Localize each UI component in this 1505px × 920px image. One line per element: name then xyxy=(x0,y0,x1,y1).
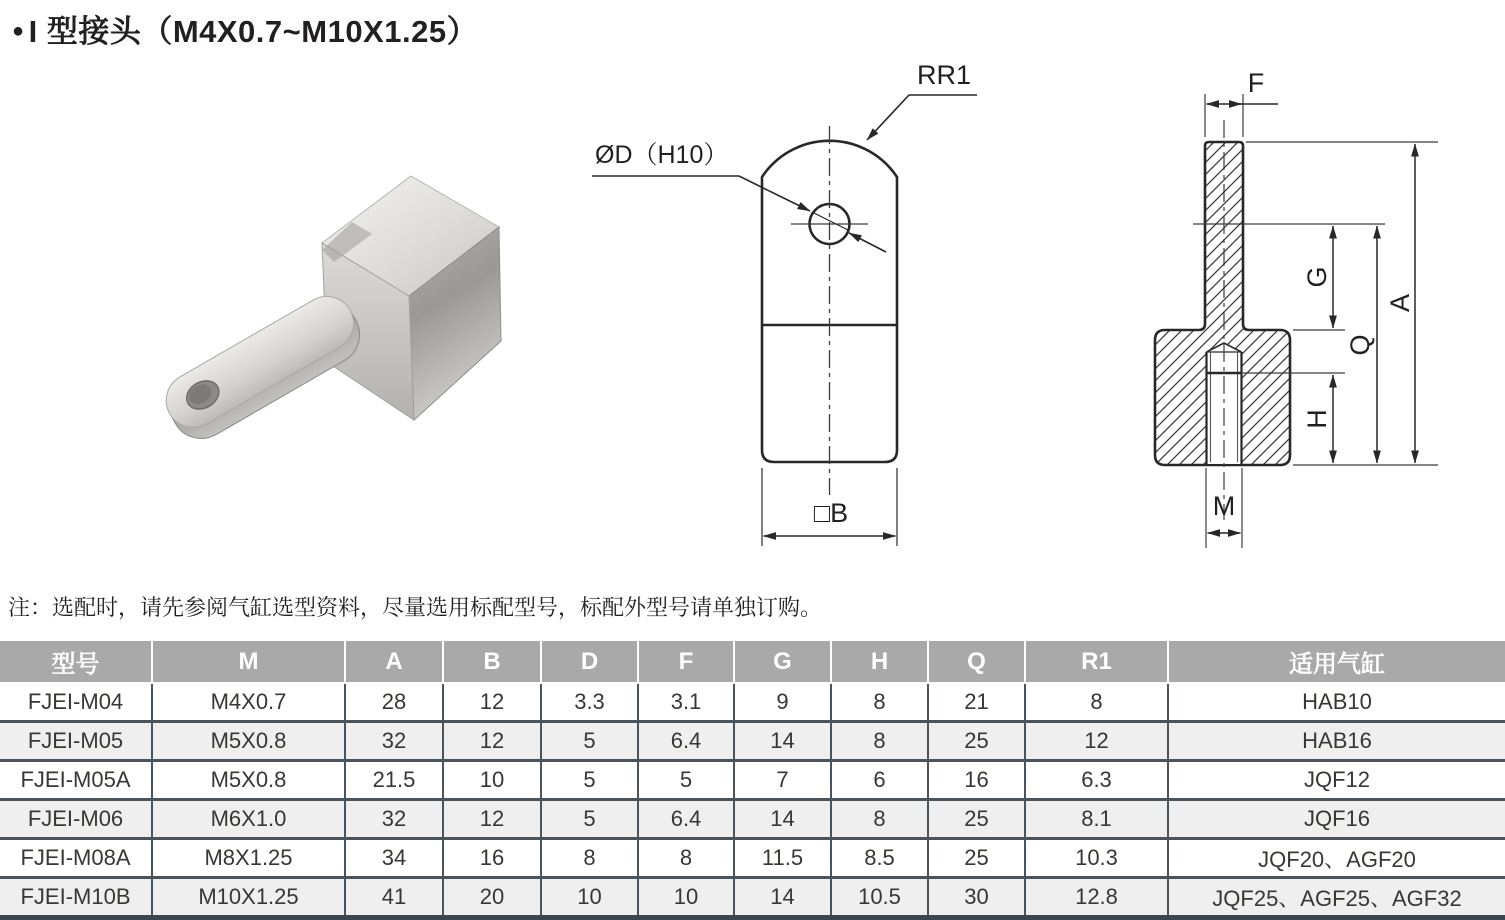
cell-g: 14 xyxy=(734,722,831,761)
cell-m: M5X0.8 xyxy=(152,761,345,800)
cell-r1: 10.3 xyxy=(1025,839,1168,878)
label-hole-diameter: ØD（H10） xyxy=(595,141,729,169)
product-photo xyxy=(140,128,520,488)
col-header-f: F xyxy=(638,641,734,683)
cell-model: FJEI-M06 xyxy=(27,806,124,831)
cell-m: M8X1.25 xyxy=(152,839,345,878)
table-row xyxy=(0,839,1505,878)
cell-a: 28 xyxy=(345,683,443,722)
cell-d: 10 xyxy=(541,878,638,918)
cell-d: 5 xyxy=(541,800,638,839)
radius-leader-line xyxy=(867,95,977,140)
col-header-m: M xyxy=(152,641,345,683)
cell-f: 8 xyxy=(638,839,734,878)
cell-r1: 12.8 xyxy=(1025,878,1168,918)
table-row xyxy=(0,800,1505,839)
selection-note: 注：选配时，请先参阅气缸选型资料，尽量选用标配型号，标配外型号请单独订购。 xyxy=(8,595,823,620)
table-header-row xyxy=(0,641,1505,683)
cell-h: 8.5 xyxy=(831,839,928,878)
cell-q: 25 xyxy=(928,800,1025,839)
cell-g: 7 xyxy=(734,761,831,800)
cell-q: 25 xyxy=(928,839,1025,878)
table-row xyxy=(0,722,1505,761)
col-header-h: H xyxy=(831,641,928,683)
col-header-a: A xyxy=(345,641,443,683)
cell-h: 8 xyxy=(831,683,928,722)
col-header-r1: R1 xyxy=(1025,641,1168,683)
metal-part-photo xyxy=(156,176,501,449)
cell-f: 3.1 xyxy=(638,683,734,722)
cell-b: 16 xyxy=(443,839,541,878)
cell-a: 21.5 xyxy=(345,761,443,800)
cell-h: 6 xyxy=(831,761,928,800)
cell-d: 5 xyxy=(541,761,638,800)
section-view-drawing xyxy=(1128,55,1505,567)
label-width-b: □B xyxy=(813,498,849,528)
cell-m: M5X0.8 xyxy=(152,722,345,761)
col-header-d: D xyxy=(541,641,638,683)
label-f: F xyxy=(1247,68,1265,98)
cell-cylinder: JQF12 xyxy=(1168,761,1505,800)
cell-b: 12 xyxy=(443,800,541,839)
label-q: Q xyxy=(1345,334,1375,356)
table-row xyxy=(0,761,1505,800)
cell-m: M6X1.0 xyxy=(152,800,345,839)
cell-g: 14 xyxy=(734,800,831,839)
col-header-model: 型号 xyxy=(0,641,152,683)
cell-q: 25 xyxy=(928,722,1025,761)
table-row xyxy=(0,878,1505,918)
cell-model: FJEI-M05 xyxy=(27,728,124,753)
cell-h: 8 xyxy=(831,800,928,839)
cell-q: 16 xyxy=(928,761,1025,800)
label-a: A xyxy=(1385,293,1415,313)
label-m: M xyxy=(1212,491,1236,521)
cell-g: 14 xyxy=(734,878,831,918)
page-title-text: I 型接头（M4X0.7~M10X1.25） xyxy=(28,14,479,49)
cell-b: 10 xyxy=(443,761,541,800)
section-view-geometry xyxy=(1155,94,1438,548)
bullet-icon: ● xyxy=(12,20,25,42)
cell-a: 41 xyxy=(345,878,443,918)
cell-model: FJEI-M04 xyxy=(27,689,124,714)
cell-cylinder: JQF20、AGF20 xyxy=(1168,839,1505,878)
front-view-drawing xyxy=(560,48,1020,560)
cell-a: 32 xyxy=(345,722,443,761)
label-rr1: RR1 xyxy=(917,60,972,90)
col-header-cylinder: 适用气缸 xyxy=(1168,641,1505,683)
cell-r1: 8 xyxy=(1025,683,1168,722)
cell-r1: 12 xyxy=(1025,722,1168,761)
cell-a: 34 xyxy=(345,839,443,878)
label-h: H xyxy=(1302,409,1332,429)
cell-r1: 6.3 xyxy=(1025,761,1168,800)
cell-d: 3.3 xyxy=(541,683,638,722)
cell-q: 21 xyxy=(928,683,1025,722)
cell-g: 9 xyxy=(734,683,831,722)
cell-f: 6.4 xyxy=(638,722,734,761)
cell-model: FJEI-M10B xyxy=(20,884,131,909)
cell-f: 5 xyxy=(638,761,734,800)
cell-m: M4X0.7 xyxy=(152,683,345,722)
cell-h: 10.5 xyxy=(831,878,928,918)
cell-cylinder: HAB16 xyxy=(1168,722,1505,761)
cell-f: 10 xyxy=(638,878,734,918)
cell-b: 12 xyxy=(443,683,541,722)
cell-a: 32 xyxy=(345,800,443,839)
table-row xyxy=(0,683,1505,722)
cell-d: 5 xyxy=(541,722,638,761)
cell-h: 8 xyxy=(831,722,928,761)
col-header-b: B xyxy=(443,641,541,683)
spec-table xyxy=(0,641,1505,920)
cell-cylinder: JQF16 xyxy=(1168,800,1505,839)
cell-q: 30 xyxy=(928,878,1025,918)
col-header-g: G xyxy=(734,641,831,683)
label-g: G xyxy=(1302,266,1332,288)
cell-cylinder: HAB10 xyxy=(1168,683,1505,722)
page-title xyxy=(12,6,478,51)
cell-b: 12 xyxy=(443,722,541,761)
cell-r1: 8.1 xyxy=(1025,800,1168,839)
cell-g: 11.5 xyxy=(734,839,831,878)
cell-cylinder: JQF25、AGF25、AGF32 xyxy=(1168,878,1505,918)
cell-m: M10X1.25 xyxy=(152,878,345,918)
cell-f: 6.4 xyxy=(638,800,734,839)
col-header-q: Q xyxy=(928,641,1025,683)
cell-b: 20 xyxy=(443,878,541,918)
cell-model: FJEI-M08A xyxy=(20,845,131,870)
cell-d: 8 xyxy=(541,839,638,878)
cell-model: FJEI-M05A xyxy=(20,767,131,792)
